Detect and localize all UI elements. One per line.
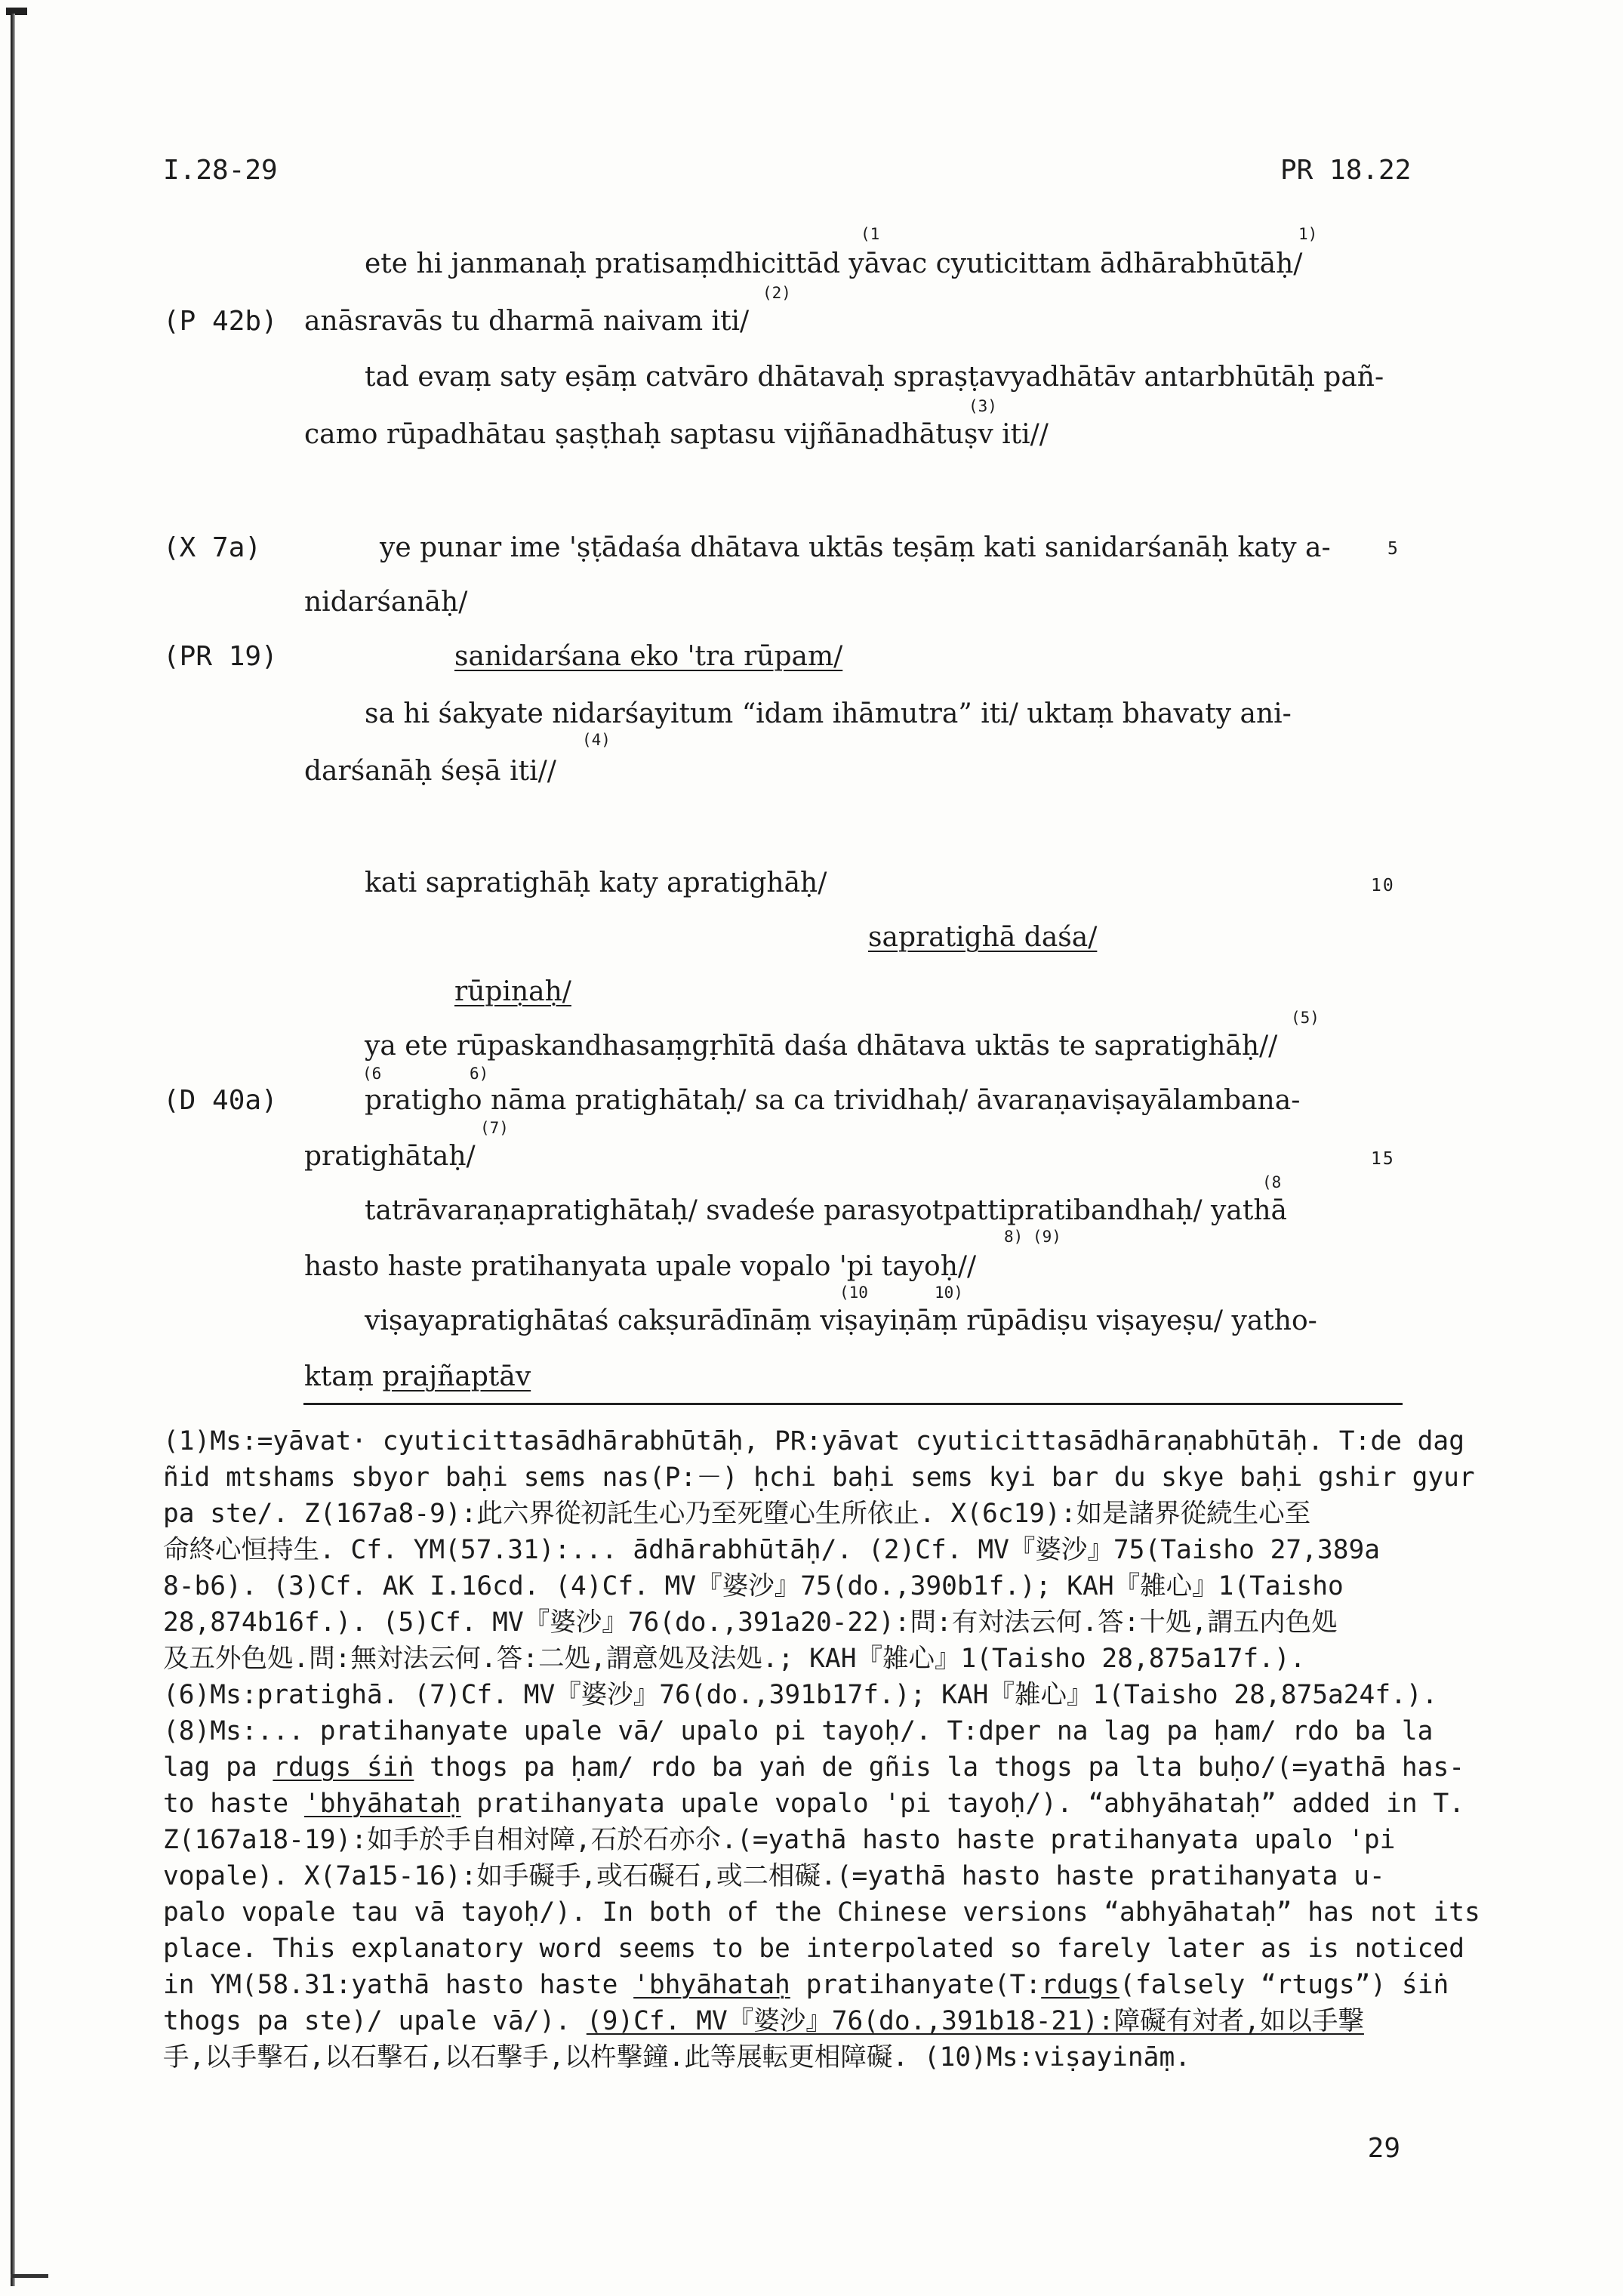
text-fragment: ktaṃ: [304, 1361, 374, 1392]
footnote-marker: (7): [480, 1119, 509, 1137]
line-number: 10: [1371, 876, 1395, 895]
text-fragment: pratihanyate(T:: [790, 1970, 1042, 2000]
text-line: camo rūpadhātau ṣaṣṭhaḥ saptasu vijñānadhātuṣv iti//: [304, 419, 1049, 450]
footnote-line: ñid mtshams sbyor baḥi sems nas(P:－) ḥchi baḥi sems kyi bar du skye baḥi gshir gyur: [163, 1462, 1475, 1493]
text-line: nidarśanāḥ/: [304, 587, 468, 618]
footnote-line: 及五外色処.問:無対法云何.答:二処,謂意処及法処.; KAH『雑心』1(Taisho 28,875a17f.).: [163, 1644, 1306, 1674]
footnote-marker: (1: [861, 225, 880, 243]
text-line: anāsravās tu dharmā naivam iti/: [304, 306, 750, 337]
footnote-marker: (10: [839, 1284, 868, 1302]
footnote-marker: (2): [762, 284, 791, 302]
margin-ref-x7a: (X 7a): [163, 532, 262, 563]
footnote-line: 28,874b16f.). (5)Cf. MV『婆沙』76(do.,391a20-22):問:有対法云何.答:十処,謂五内色処: [163, 1607, 1338, 1638]
footnote-line: 命終心恒持生. Cf. YM(57.31):... ādhārabhūtāḥ/. (2)Cf. MV『婆沙』75(Taisho 27,389a: [163, 1535, 1381, 1565]
text-line: viṣayapratighātaś cakṣurādīnāṃ viṣayiṇāṃ rūpādiṣu viṣayeṣu/ yatho-: [365, 1305, 1317, 1336]
footnote-marker: 10): [935, 1284, 963, 1302]
scan-binding-edge: [11, 14, 15, 2286]
text-fragment: lag pa: [163, 1752, 273, 1783]
text-line: ye punar ime 'ṣṭādaśa dhātava uktās teṣāṃ kati sanidarśanāḥ katy a-: [380, 532, 1331, 563]
footnote-line: 手,以手撃石,以石撃石,以石撃手,以杵撃鐘.此等展転更相障礙. (10)Ms:viṣayināṃ.: [163, 2042, 1190, 2073]
footnote-line: 8-b6). (3)Cf. AK I.16cd. (4)Cf. MV『婆沙』75(do.,390b1f.); KAH『雑心』1(Taisho: [163, 1571, 1344, 1601]
text-fragment: to haste: [163, 1789, 304, 1819]
underlined-term: rdugs śiṅ: [273, 1752, 414, 1783]
footnote-marker: 8) (9): [1004, 1228, 1061, 1246]
footnote-line: Z(167a18-19):如手於手自相対障,石於石亦尒.(=yathā hasto haste pratihanyata upalo 'pi: [163, 1825, 1396, 1855]
line-number: 15: [1371, 1149, 1395, 1169]
footnote-line: [163, 1791, 1464, 1817]
verse-line: rūpiṇaḥ/: [454, 976, 571, 1007]
text-line: pratighātaḥ/: [304, 1141, 476, 1172]
text-fragment: thogs pa ste)/ upale vā/).: [163, 2006, 587, 2036]
text-fragment: (falsely “rtugs”) śiṅ: [1119, 1970, 1449, 2000]
footnote-marker: (5): [1291, 1009, 1320, 1027]
underlined-term: 'bhyāhataḥ: [633, 1970, 790, 2000]
running-head-left: I.28-29: [163, 155, 278, 186]
footnote-line: [163, 1972, 1449, 1999]
text-line: ya ete rūpaskandhasaṃgṛhītā daśa dhātava uktās te sapratighāḥ//: [365, 1031, 1278, 1062]
line-number: 5: [1387, 539, 1400, 559]
running-head-right: PR 18.22: [1280, 155, 1412, 186]
footnote-line: [163, 2008, 1364, 2035]
footnote-line: (1)Ms:=yāvat· cyuticittasādhārabhūtāḥ, PR:yāvat cyuticittasādhāraṇabhūtāḥ. T:de dag: [163, 1426, 1464, 1456]
underlined-term: prajñaptāv: [382, 1361, 531, 1392]
text-line: sa hi śakyate nidarśayitum “idam ihāmutra” iti/ uktaṃ bhavaty ani-: [365, 698, 1292, 729]
margin-ref-d40a: (D 40a): [163, 1085, 278, 1116]
footnote-line: (6)Ms:pratighā. (7)Cf. MV『婆沙』76(do.,391b17f.); KAH『雑心』1(Taisho 28,875a24f.).: [163, 1680, 1438, 1710]
footnote-line: [163, 1752, 1464, 1783]
margin-ref-p42b: (P 42b): [163, 306, 278, 337]
footnote-marker: 1): [1298, 225, 1318, 243]
footnote-marker: (3): [969, 397, 997, 415]
scan-edge-foot: [11, 2274, 48, 2278]
footnote-marker: (6: [362, 1065, 382, 1083]
text-line: ete hi janmanaḥ pratisaṃdhicittād yāvac cyuticittam ādhārabhūtāḥ/: [365, 248, 1303, 279]
underlined-term: (9)Cf. MV『婆沙』76(do.,391b18-21):障礙有対者,如以手撃: [586, 2006, 1364, 2036]
text-line: pratigho nāma pratighātaḥ/ sa ca trividhaḥ/ āvaraṇaviṣayālambana-: [365, 1085, 1301, 1116]
text-line: [304, 1361, 531, 1392]
scan-edge-top: [6, 8, 27, 15]
footnote-marker: 6): [470, 1065, 489, 1083]
text-line: hasto haste pratihanyata upale vopalo 'pi tayoḥ//: [304, 1251, 977, 1282]
footnote-marker: (8: [1262, 1173, 1282, 1191]
footnote-line: place. This explanatory word seems to be interpolated so farely later as is noticed: [163, 1934, 1464, 1964]
underlined-term: 'bhyāhataḥ: [303, 1789, 461, 1819]
footnote-line: pa ste/. Z(167a8-9):此六界從初託生心乃至死墮心生所依止. X(6c19):如是諸界從続生心至: [163, 1499, 1311, 1529]
text-fragment: thogs pa ḥam/ rdo ba yaṅ de gñis la thogs pa lta buḥo/(=yathā has-: [414, 1752, 1464, 1783]
text-line: darśanāḥ śeṣā iti//: [304, 756, 556, 787]
text-fragment: in YM(58.31:yathā hasto haste: [163, 1970, 634, 2000]
text-line: kati sapratighāḥ katy apratighāḥ/: [365, 868, 827, 898]
text-line: tad evaṃ saty eṣāṃ catvāro dhātavaḥ spraṣṭavyadhātāv antarbhūtāḥ pañ-: [365, 362, 1384, 393]
underlined-term: rdugs: [1041, 1970, 1120, 2000]
margin-ref-pr19: (PR 19): [163, 641, 278, 672]
text-fragment: pratihanyata upale vopalo 'pi tayoḥ/). “abhyāhataḥ” added in T.: [460, 1789, 1464, 1819]
footnote-rule: [303, 1403, 1403, 1405]
text-line: tatrāvaraṇapratighātaḥ/ svadeśe parasyotpattipratibandhaḥ/ yathā: [365, 1195, 1287, 1226]
footnote-marker: (4): [582, 731, 611, 749]
footnote-line: palo vopale tau vā tayoḥ/). In both of the Chinese versions “abhyāhataḥ” has not its: [163, 1897, 1480, 1928]
footnote-line: vopale). X(7a15-16):如手礙手,或石礙石,或二相礙.(=yathā hasto haste pratihanyata u-: [163, 1861, 1385, 1891]
verse-line: sanidarśana eko 'tra rūpam/: [454, 641, 843, 672]
footnote-line: (8)Ms:... pratihanyate upale vā/ upalo pi tayoḥ/. T:dper na lag pa ḥam/ rdo ba la: [163, 1716, 1434, 1746]
verse-line: sapratighā daśa/: [868, 922, 1098, 953]
page-number: 29: [1367, 2133, 1400, 2164]
